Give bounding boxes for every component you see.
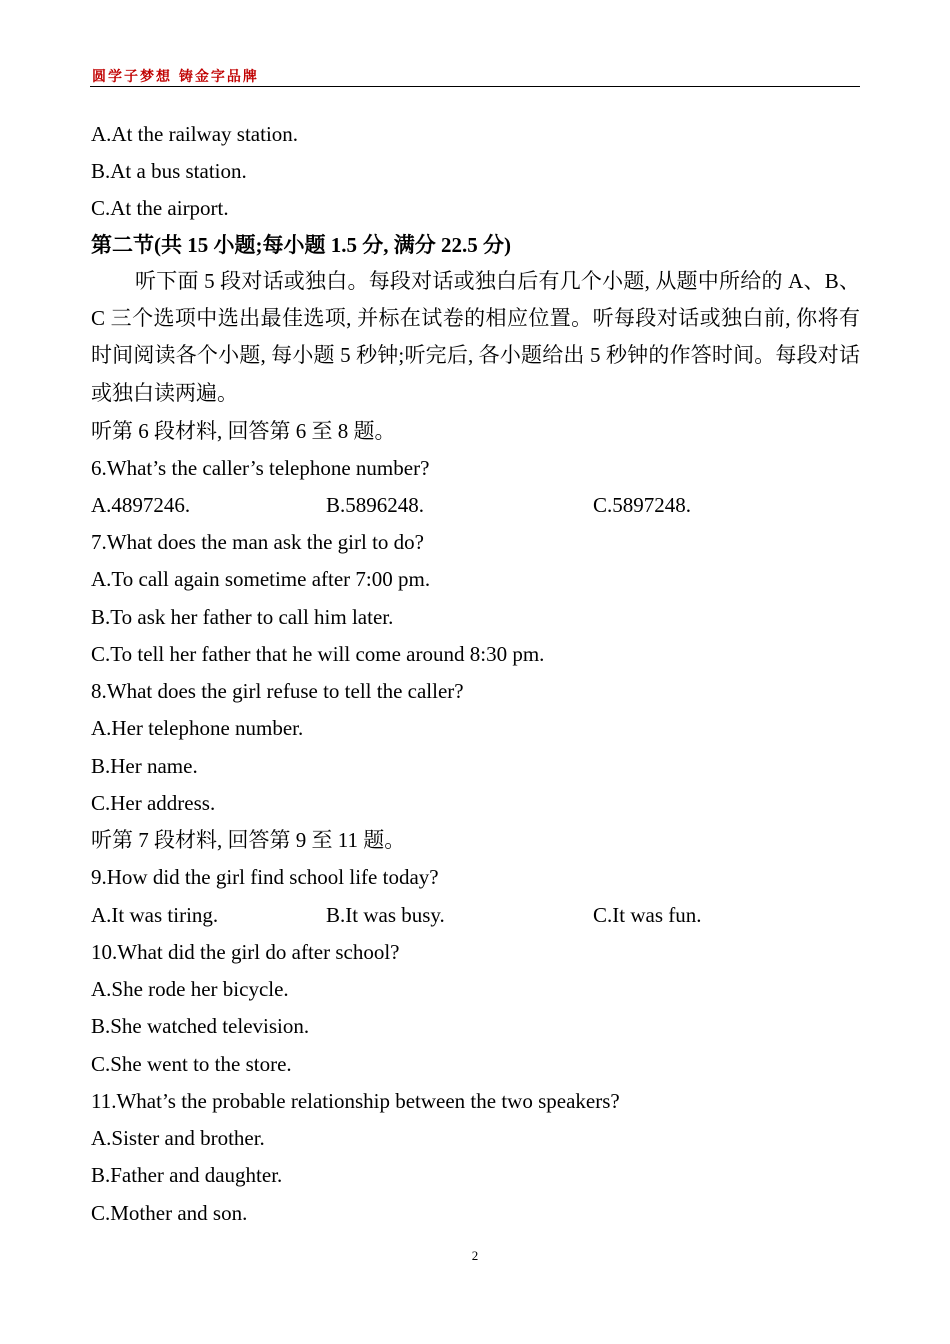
q10-option-a: A.She rode her bicycle. (91, 977, 289, 1001)
question-9: 9.How did the girl find school life today? (91, 865, 439, 889)
q7-option-a: A.To call again sometime after 7:00 pm. (91, 567, 431, 591)
q9-option-a: A.It was tiring. (91, 903, 219, 927)
q8-option-b: B.Her name. (91, 754, 198, 778)
q7-option-c: C.To tell her father that he will come around 8:30 pm. (91, 642, 545, 666)
q11-option-b: B.Father and daughter. (91, 1163, 283, 1187)
material-7-heading: 听第 7 段材料, 回答第 9 至 11 题。 (91, 828, 406, 852)
question-10: 10.What did the girl do after school? (91, 940, 400, 964)
q10-option-c: C.She went to the store. (91, 1052, 292, 1076)
question-7: 7.What does the man ask the girl to do? (91, 530, 424, 554)
question-6: 6.What’s the caller’s telephone number? (91, 456, 430, 480)
header-rule (90, 86, 860, 87)
q5-option-a: A.At the railway station. (91, 122, 299, 146)
q11-option-c: C.Mother and son. (91, 1201, 248, 1225)
q7-option-b: B.To ask her father to call him later. (91, 605, 394, 629)
page-number: 2 (471, 1248, 479, 1263)
material-6-heading: 听第 6 段材料, 回答第 6 至 8 题。 (91, 419, 396, 443)
q9-option-c: C.It was fun. (593, 903, 702, 927)
q8-option-c: C.Her address. (91, 791, 216, 815)
q8-option-a: A.Her telephone number. (91, 716, 304, 740)
q5-option-b: B.At a bus station. (91, 159, 247, 183)
q6-option-b: B.5896248. (326, 493, 425, 517)
q11-option-a: A.Sister and brother. (91, 1126, 265, 1150)
section-instructions: 听下面 5 段对话或独白。每段对话或独白后有几个小题, 从题中所给的 A、B、C 三个选项中选出最佳选项, 并标在试卷的相应位置。听每段对话或独白前, 你将有时间阅读各个小题, 每小题 5 秒钟;听完后, 各小题给出 5 秒钟的作答时间。每段对话或独白读两遍。 (91, 269, 860, 405)
q5-option-c: C.At the airport. (91, 196, 229, 220)
question-11: 11.What’s the probable relationship between the two speakers? (91, 1089, 620, 1113)
question-8: 8.What does the girl refuse to tell the caller? (91, 679, 464, 703)
q6-option-a: A.4897246. (91, 493, 191, 517)
section-title: 第二节(共 15 小题;每小题 1.5 分, 满分 22.5 分) (91, 233, 511, 257)
q10-option-b: B.She watched television. (91, 1014, 310, 1038)
q6-option-c: C.5897248. (593, 493, 692, 517)
header-slogan: 圆学子梦想 铸金字品牌 (92, 69, 259, 85)
q9-option-b: B.It was busy. (326, 903, 445, 927)
